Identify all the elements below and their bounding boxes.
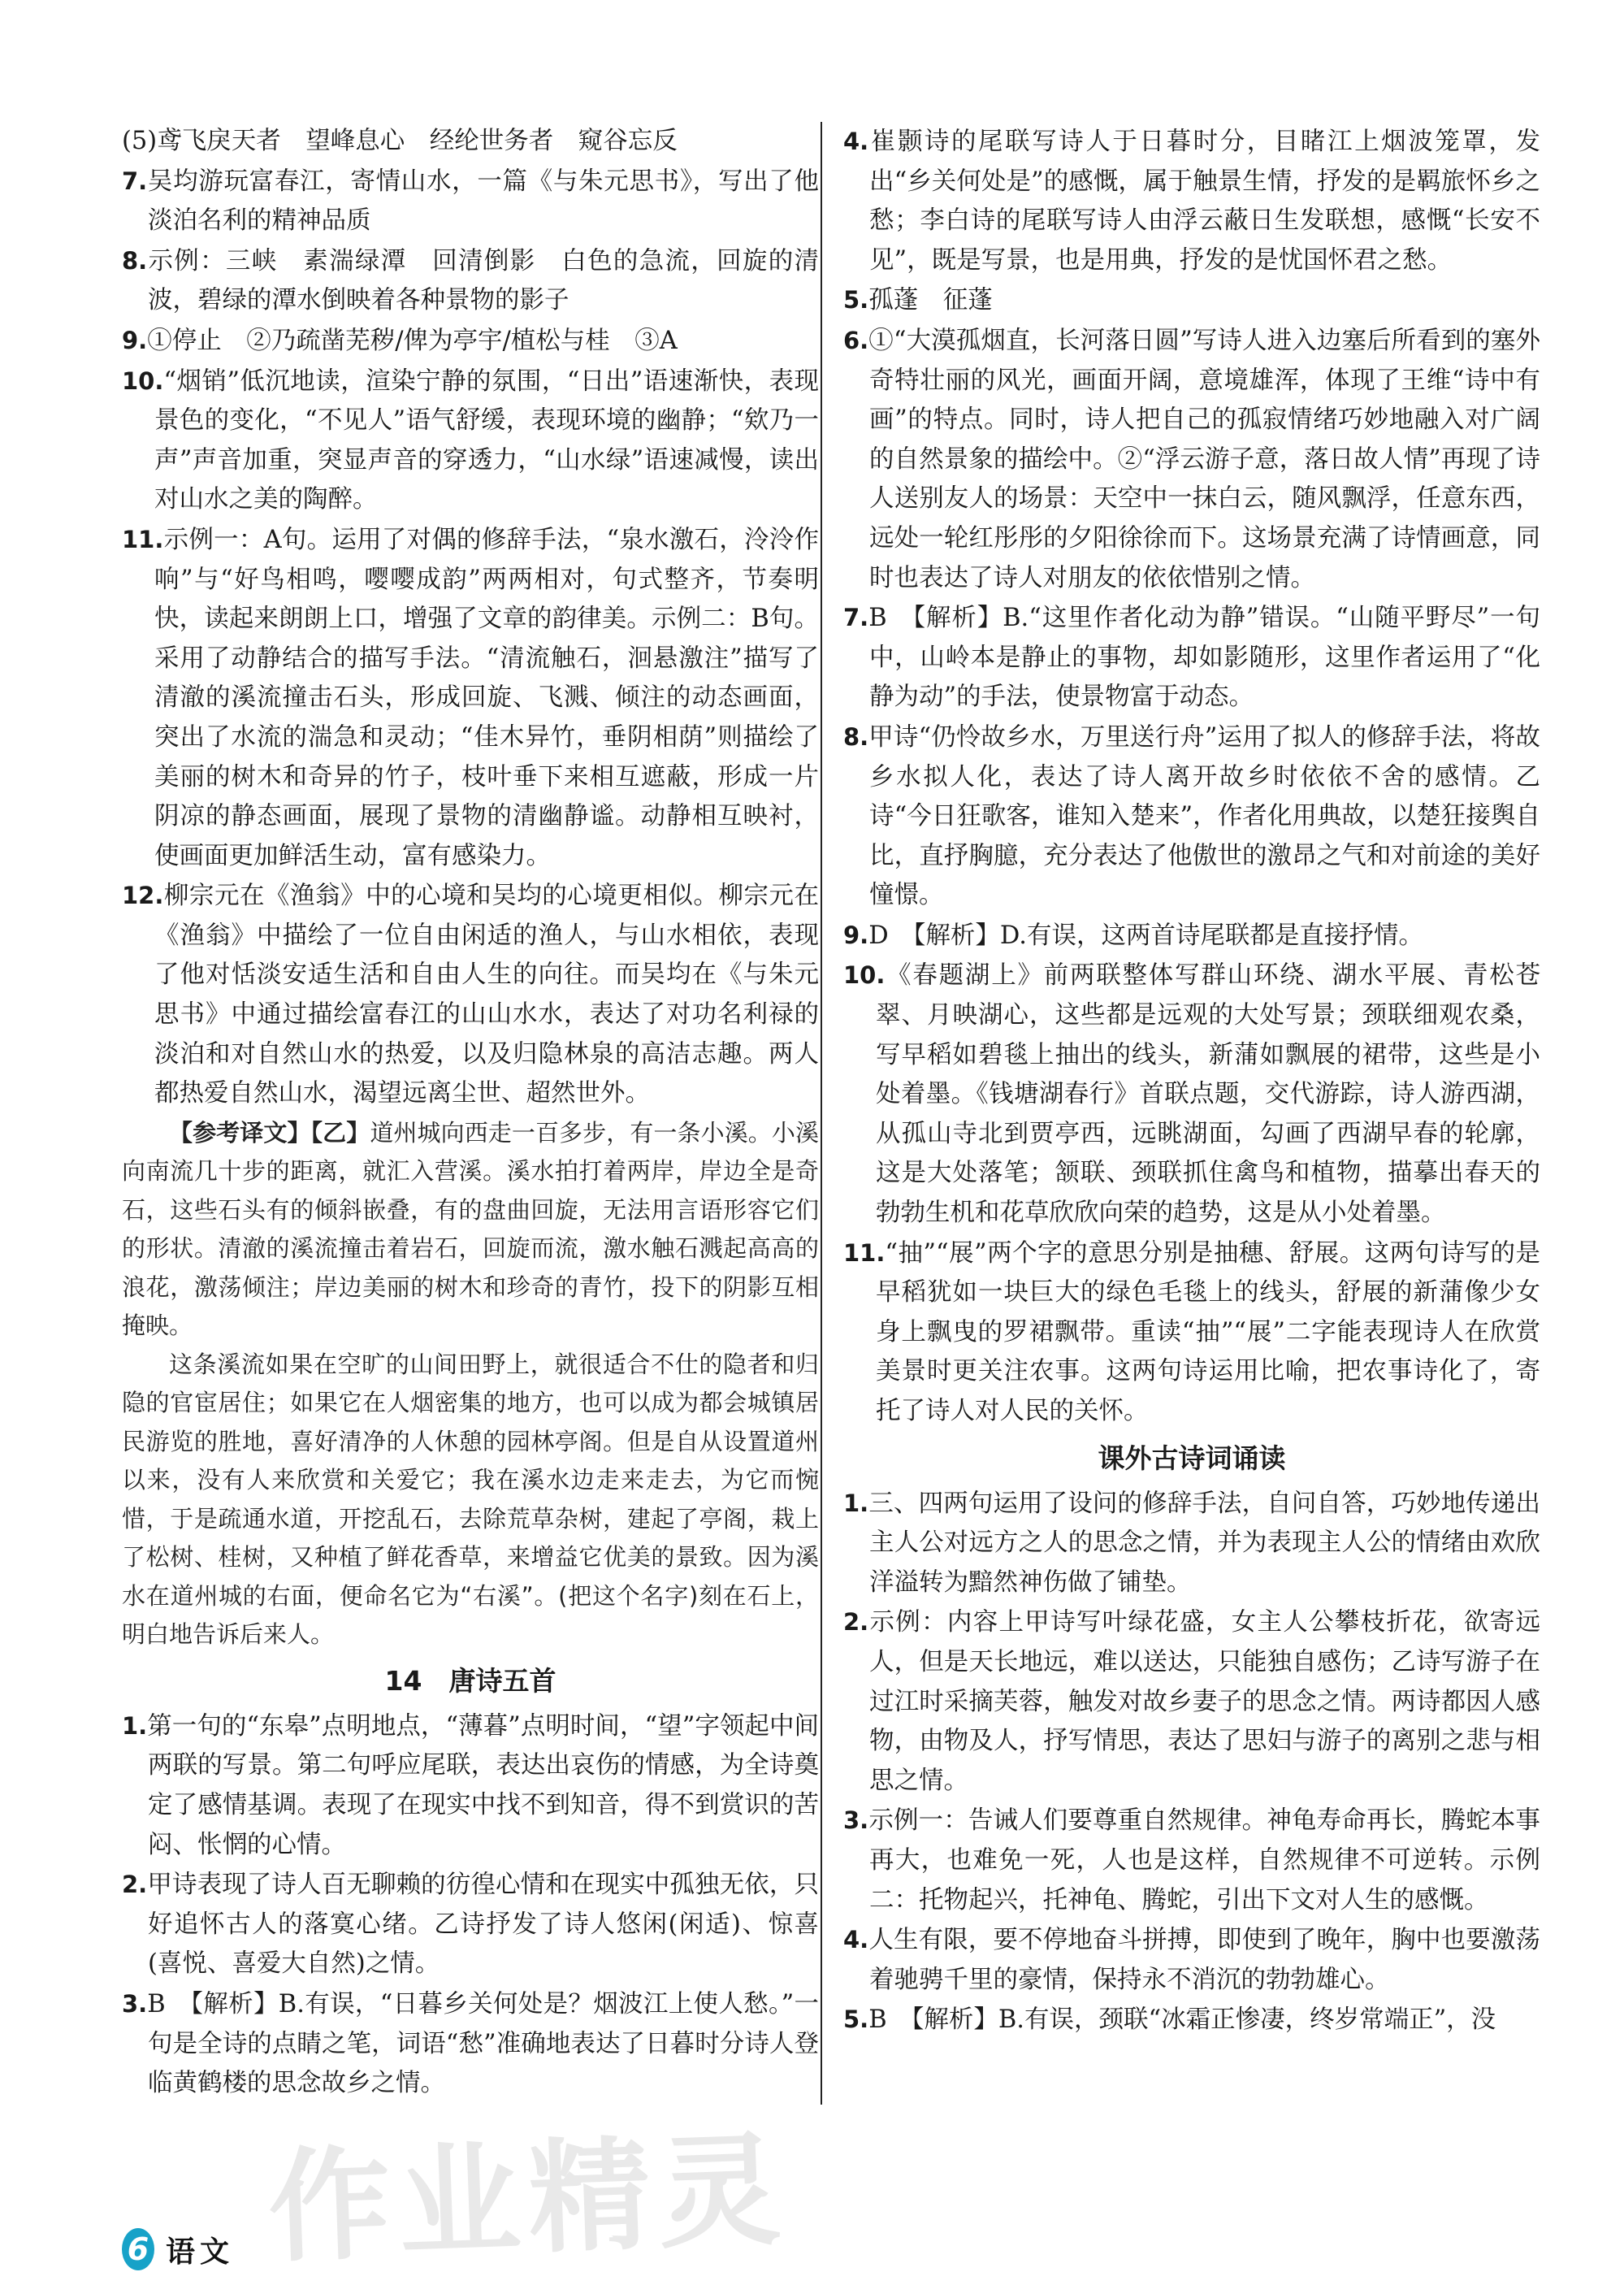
item-number: 9. [843,921,869,949]
item-text: B 【解析】B.有误，颈联“冰霜正惨凄，终岁常端正”，没 [868,2005,1496,2035]
item-number: 6. [843,326,869,354]
answer-item [122,241,819,321]
answer-item [122,1706,819,1865]
translation-paragraph: 这条溪流如果在空旷的山间田野上，就很适合不仕的隐者和归隐的官宦居住；如果它在人烟密集的地方，也可以成为都会城镇居民游览的胜地，喜好清净的人休憩的园林亭阁。但是自从设置道州以来，没有人来欣赏和关爱它；我在溪水边走来走去，为它而惋惜，于是疏通水道，开挖乱石，去除荒草杂树，建起了亭阁，栽上了松树、桂树，又种植了鲜花香草，来增益它优美的景致。因为溪水在道州城的右面，便命名它为“右溪”。(把这个名字)刻在石上，明白地告诉后来人。 [122,1350,819,1649]
item-number: 7. [843,604,869,632]
answer-item [843,916,1540,956]
item-text: 孤蓬 征蓬 [868,286,993,315]
item-text: “抽”“展”两个字的意思分别是抽穗、舒展。这两句诗写的是早稻犹如一块巨大的绿色毛毯上的线头，舒展的新蒲像少女身上飘曳的罗裙飘带。重读“抽”“展”二字能表现诗人在欣赏美景时更关注农事。这两句诗运用比喻，把农事诗化了，寄托了诗人对人民的关怀。 [876,1238,1540,1425]
answer-item [843,2000,1540,2040]
section-title: 14 唐诗五首 [384,1664,556,1697]
item-number: 4. [843,128,869,155]
item-text: B 【解析】B.有误，“日暮乡关何处是？烟波江上使人愁。”一句是全诗的点睛之笔，词语“愁”准确地表达了日暮时分诗人登临黄鹤楼的思念故乡之情。 [147,1990,819,2098]
left-column [122,122,819,2104]
item-number: 7. [122,167,148,195]
item-text: B 【解析】B.“这里作者化动为静”错误。“山随平野尽”一句中，山岭本是静止的事物，却如影随形，这里作者运用了“化静为动”的手法，使景物富于动态。 [868,604,1540,712]
item-text: 甲诗表现了诗人百无聊赖的彷徨心情和在现实中孤独无依，只好追怀古人的落寞心绪。乙诗抒发了诗人悠闲(闲适)、惊喜(喜悦、喜爱大自然)之情。 [147,1871,819,1979]
item-number: 11. [122,525,164,553]
item-text: 示例：内容上甲诗写叶绿花盛，女主人公攀枝折花，欲寄远人，但是天长地远，难以送达，只能独自感伤；乙诗写游子在过江时采摘芙蓉，触发对故乡妻子的思念之情。两诗都因人感物，由物及人，抒写情思，表达了思妇与游子的离别之悲与相思之情。 [868,1608,1540,1795]
item-number: 2. [843,1608,869,1637]
answer-item [843,1484,1540,1603]
subject-label: 语文 [166,2235,235,2269]
item-text: 三、四两句运用了设问的修辞手法，自问自答，巧妙地传递出主人公对远方之人的思念之情，并为表现主人公的情绪由欢欣洋溢转为黯然神伤做了铺垫。 [868,1489,1540,1597]
item-number: 2. [122,1871,148,1899]
item-text: 示例一：告诫人们要尊重自然规律。神龟寿命再长，腾蛇本事再大，也难免一死，人也是这样，自然规律不可逆转。示例二：托物起兴，托神龟、腾蛇，引出下文对人生的感慨。 [868,1806,1540,1914]
item-number: 4. [843,1926,869,1954]
answer-item [122,122,819,162]
answer-item [122,876,819,1114]
item-number: 10. [122,366,164,395]
item-number: 3. [843,1806,869,1835]
item-number: 8. [843,722,869,751]
answer-item [843,122,1540,280]
answer-item [122,162,819,241]
item-text: 吴均游玩富春江，寄情山水，一篇《与朱元思书》，写出了他淡泊名利的精神品质 [147,167,819,236]
watermark: 作业精灵 [266,2119,791,2280]
translation-text: 道州城向西走一百多步，有一条小溪。小溪向南流几十步的距离，就汇入营溪。溪水拍打着两岸，岸边全是奇石，这些石头有的倾斜嵌叠，有的盘曲回旋，无法用言语形容它们的形状。清澈的溪流撞击着岩石，回旋而流，激水触石溅起高高的浪花，激荡倾注；岸边美丽的树木和珍奇的青竹，投下的阴影互相掩映。 [122,1118,819,1340]
answer-item [843,1920,1540,2000]
item-number: 1. [843,1489,869,1517]
page-number-badge: 6 [122,2228,154,2270]
item-text: ①“大漠孤烟直，长河落日圆”写诗人进入边塞后所看到的塞外奇特壮丽的风光，画面开阔，意境雄浑，体现了王维“诗中有画”的特点。同时，诗人把自己的孤寂情绪巧妙地融入对广阔的自然景象的描绘中。②“浮云游子意，落日故人情”再现了诗人送别友人的场景：天空中一抹白云，随风飘浮，任意东西，远处一轮红彤彤的夕阳徐徐而下。这场景充满了诗情画意，同时也表达了诗人对朋友的依依惜别之情。 [868,326,1540,592]
item-number: 10. [843,961,886,990]
answer-item [843,1234,1540,1432]
right-column [843,122,1540,2040]
answer-item [122,520,819,876]
item-number: 8. [122,246,148,275]
section-title: 课外古诗词诵读 [1098,1442,1286,1474]
item-number: 1. [122,1711,148,1740]
translation-paragraph [122,1114,819,1346]
answer-item [843,598,1540,718]
item-text: 示例一：A句。运用了对偶的修辞手法，“泉水激石，泠泠作响”与“好鸟相鸣，嘤嘤成韵”两两相对，句式整齐，节奏明快，读起来朗朗上口，增强了文章的韵律美。示例二：B句。采用了动静结合的描写手法。“清流触石，洄悬激注”描写了清澈的溪流撞击石头，形成回旋、飞溅、倾注的动态画面，突出了水流的湍急和灵动；“佳木异竹，垂阴相荫”则描绘了美丽的树木和奇异的竹子，枝叶垂下来相互遮蔽，形成一片阴凉的静态画面，展现了景物的清幽静谧。动静相互映衬，使画面更加鲜活生动，富有感染力。 [154,525,819,870]
item-number: 5. [843,286,869,314]
item-text: 第一句的“东皋”点明地点，“薄暮”点明时间，“望”字领起中间两联的写景。第二句呼应尾联，表达出哀伤的情感，为全诗奠定了感情基调。表现了在现实中找不到知音，得不到赏识的苦闷、怅惘的心情。 [147,1711,819,1859]
answer-item [122,1865,819,1984]
item-text: 甲诗“仍怜故乡水，万里送行舟”运用了拟人的修辞手法，将故乡水拟人化，表达了诗人离开故乡时依依不舍的感情。乙诗“今日狂歌客，谁知入楚来”，作者化用典故，以楚狂接舆自比，直抒胸臆，充分表达了他傲世的激昂之气和对前途的美好憧憬。 [868,722,1540,910]
answer-item [843,1801,1540,1920]
answer-item [122,1984,819,2104]
item-number: 12. [122,882,164,910]
item-number: 3. [122,1990,148,2018]
answer-item [122,321,819,362]
item-text: ①停止 ②乃疏凿芜秽/俾为亭宇/植松与桂 ③A [147,326,678,355]
item-text: 人生有限，要不停地奋斗拼搏，即使到了晚年，胸中也要激荡着驰骋千里的豪情，保持永不消沉的勃勃雄心。 [868,1926,1540,1994]
item-number: 9. [122,326,148,354]
item-text: 崔颢诗的尾联写诗人于日暮时分，目睹江上烟波笼罩，发出“乡关何处是”的感慨，属于触景生情，抒发的是羁旅怀乡之愁；李白诗的尾联写诗人由浮云蔽日生发联想，感慨“长安不见”，既是写景，也是用典，抒发的是忧国怀君之愁。 [868,128,1540,275]
item-text: (5)鸢飞戾天者 望峰息心 经纶世务者 窥谷忘反 [122,127,678,155]
answer-item [843,280,1540,321]
answer-item [843,1602,1540,1801]
item-text: 《春题湖上》前两联整体写群山环绕、湖水平展、青松苍翠、月映湖心，这些都是远观的大处写景；颈联细观农桑，写早稻如碧毯上抽出的线头，新蒲如飘展的裙带，这些是小处着墨。《钱塘湖春行》首联点题，交代游踪，诗人游西湖，从孤山寺北到贾亭西，远眺湖面，勾画了西湖早春的轮廓，这是大处落笔；颔联、颈联抓住禽鸟和植物，描摹出春天的勃勃生机和花草欣欣向荣的趋势，这是从小处着墨。 [876,961,1540,1228]
item-number: 5. [843,2005,869,2034]
item-text: 示例：三峡 素湍绿潭 回清倒影 白色的急流，回旋的清波，碧绿的潭水倒映着各种景物的影子 [147,246,819,315]
answer-item [122,362,819,520]
item-text: “烟销”低沉地读，渲染宁静的氛围，“日出”语速渐快，表现景色的变化，“不见人”语气舒缓，表现环境的幽静；“欸乃一声”声音加重，突显声音的穿透力，“山水绿”语速减慢，读出对山水之美的陶醉。 [154,366,819,514]
answer-item [843,321,1540,598]
answer-item [843,956,1540,1233]
page-footer [122,2228,234,2270]
item-text: 柳宗元在《渔翁》中的心境和吴均的心境更相似。柳宗元在《渔翁》中描绘了一位自由闲适的渔人，与山水相依，表现了他对恬淡安适生活和自由人生的向往。而吴均在《与朱元思书》中通过描绘富春江的山山水水，表达了对功名利禄的淡泊和对自然山水的热爱，以及归隐林泉的高洁志趣。两人都热爱自然山水，渴望远离尘世、超然世外。 [154,882,819,1108]
item-number: 11. [843,1238,886,1267]
item-text: D 【解析】D.有误，这两首诗尾联都是直接抒情。 [868,921,1423,950]
column-divider [821,122,822,2105]
answer-item [843,718,1540,916]
translation-tag: 【参考译文】【乙】 [169,1118,370,1147]
